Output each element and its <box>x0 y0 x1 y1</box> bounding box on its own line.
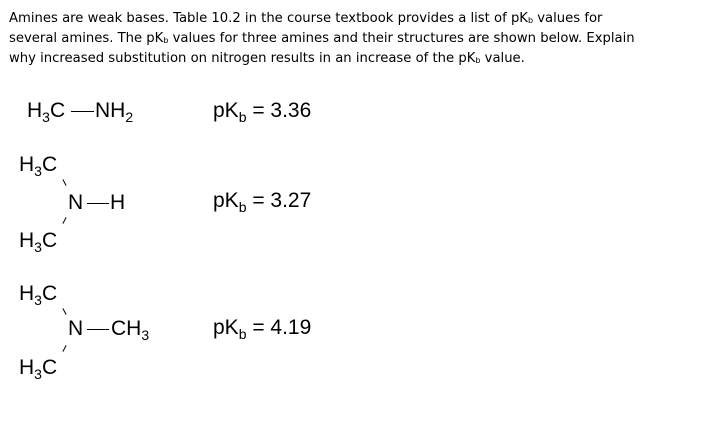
c-n-bond <box>71 111 94 112</box>
n-c-bond <box>87 329 109 330</box>
n-h-bond <box>87 203 109 204</box>
bottom-c-n-bond <box>62 217 66 224</box>
hydrogen-label: H <box>110 191 126 214</box>
methyl-group-label: $H_3C$ <box>27 99 66 125</box>
question-line-2: several amines. The $pK_b$ values for three amines and their structures are shown below. Explain <box>9 31 635 46</box>
nitrogen-label: N <box>68 317 84 340</box>
methyl-right-label: $CH_3$ <box>111 317 150 343</box>
question-text <box>9 9 699 69</box>
pkb-methylamine: $pK_b = 3.36$ <box>213 99 312 125</box>
top-c-n-bond <box>62 179 66 186</box>
pkb-trimethylamine: $pK_b = 4.19$ <box>213 316 312 342</box>
pkb-dimethylamine: $pK_b = 3.27$ <box>213 189 312 215</box>
bottom-c-n-bond <box>62 345 66 352</box>
question-line-3: why increased substitution on nitrogen results in an increase of the $pK_b$ value. <box>9 51 525 66</box>
top-methyl-label: $H_3C$ <box>19 153 58 179</box>
top-methyl-label: $H_3C$ <box>19 282 58 308</box>
question-line-1: Amines are weak bases. Table 10.2 in the course textbook provides a list of $pK_b$ values for <box>9 11 603 26</box>
amino-group-label: $NH_2$ <box>95 99 134 125</box>
nitrogen-label: N <box>68 191 84 214</box>
bottom-methyl-label: $H_3C$ <box>19 356 58 382</box>
top-c-n-bond <box>62 308 66 315</box>
bottom-methyl-label: $H_3C$ <box>19 229 58 255</box>
